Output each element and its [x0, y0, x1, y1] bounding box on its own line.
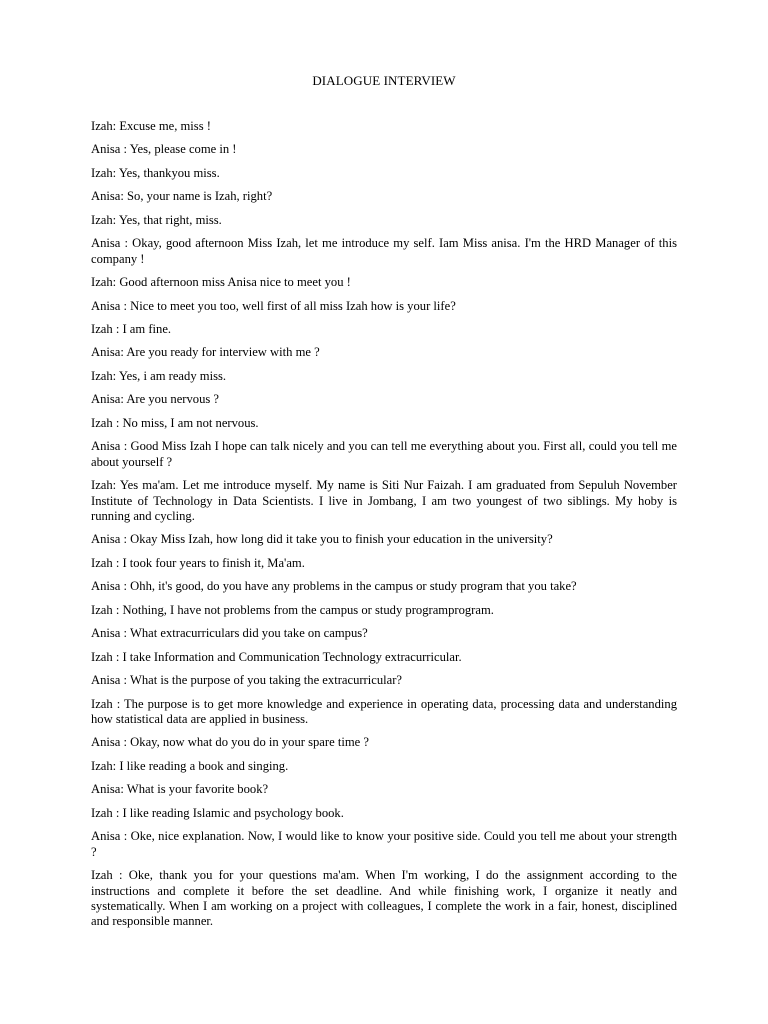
dialogue-line: Anisa : Yes, please come in !: [91, 142, 237, 157]
dialogue-line: Izah : The purpose is to get more knowledge and experience in operating data, processing data and understanding how statistical data are applied in business.: [91, 696, 677, 726]
dialogue-line: Anisa : Oke, nice explanation. Now, I would like to know your positive side. Could you tell me about your strength ?: [91, 829, 677, 859]
dialogue-line: Izah : I took four years to finish it, Ma'am.: [91, 555, 305, 570]
dialogue-line: Izah: Good afternoon miss Anisa nice to meet you !: [91, 275, 351, 290]
dialogue-line: Anisa : Okay, good afternoon Miss Izah, let me introduce my self. Iam Miss anisa. I'm the HRD Manager of this company !: [91, 236, 677, 266]
dialogue-line: Anisa: Are you ready for interview with me ?: [91, 345, 320, 360]
dialogue-line: Anisa: What is your favorite book?: [91, 782, 269, 797]
dialogue-line: Anisa : Okay Miss Izah, how long did it take you to finish your education in the university?: [91, 532, 553, 547]
dialogue-line: Izah : I like reading Islamic and psychology book.: [91, 805, 344, 820]
dialogue-line: Izah : Nothing, I have not problems from the campus or study programprogram.: [91, 602, 494, 617]
dialogue-line: Anisa : Ohh, it's good, do you have any problems in the campus or study program that you take?: [91, 579, 577, 594]
dialogue-line: Izah: Excuse me, miss !: [91, 119, 211, 133]
dialogue-line: Anisa : Good Miss Izah I hope can talk nicely and you can tell me everything about you. First all, could you tell me about yourself ?: [91, 439, 677, 469]
dialogue-line: Izah : Oke, thank you for your questions ma'am. When I'm working, I do the assignment according to the instructions and complete it before the set deadline. And while finishing work, I organize it neatly and systematically. When I am working on a project with colleagues, I complete the work in a fair, honest, disciplined and responsible manner.: [91, 868, 677, 929]
dialogue-line: Izah : I am fine.: [91, 322, 172, 337]
dialogue-line: Izah: Yes, that right, miss.: [91, 212, 222, 227]
dialogue-line: Izah : I take Information and Communication Technology extracurricular.: [91, 649, 462, 664]
dialogue-line: Izah: Yes, thankyou miss.: [91, 165, 220, 180]
document-title: DIALOGUE INTERVIEW: [312, 73, 456, 88]
dialogue-line: Izah: Yes, i am ready miss.: [91, 368, 227, 383]
dialogue-body: [91, 119, 677, 938]
dialogue-line: Izah: I like reading a book and singing.: [91, 758, 289, 773]
dialogue-line: Anisa : What is the purpose of you taking the extracurricular?: [91, 673, 403, 688]
dialogue-line: Anisa: Are you nervous ?: [91, 392, 220, 407]
dialogue-line: Anisa : What extracurriculars did you take on campus?: [91, 626, 368, 641]
dialogue-line: Anisa : Nice to meet you too, well first of all miss Izah how is your life?: [91, 298, 456, 313]
dialogue-line: Anisa: So, your name is Izah, right?: [91, 189, 273, 204]
dialogue-line: Anisa : Okay, now what do you do in your spare time ?: [91, 735, 369, 750]
dialogue-line: Izah: Yes ma'am. Let me introduce myself. My name is Siti Nur Faizah. I am graduated from Sepuluh November Institute of Technology in Data Scientists. I live in Jombang, I am two youngest of two siblings. My hoby is running and cycling.: [91, 478, 677, 523]
dialogue-line: Izah : No miss, I am not nervous.: [91, 415, 259, 430]
